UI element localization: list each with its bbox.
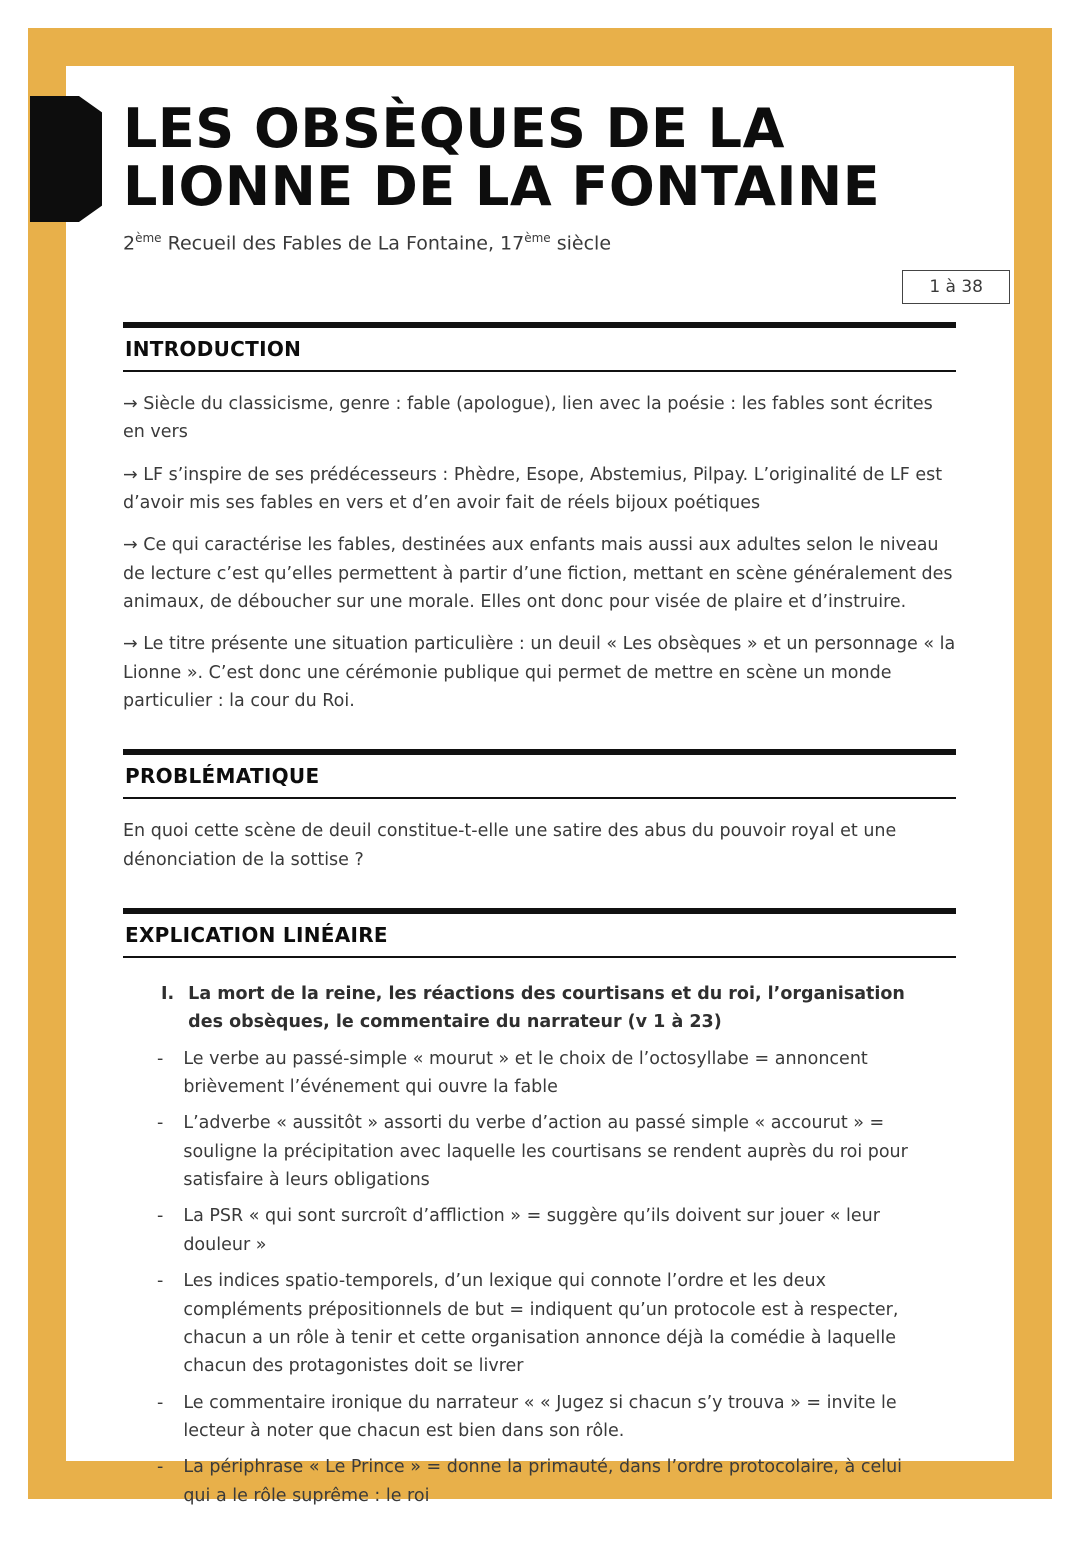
list-item — [157, 1389, 927, 1446]
explication-part-heading — [161, 980, 921, 1037]
page-title: LES OBSÈQUES DE LA LIONNE DE LA FONTAINE — [123, 97, 881, 219]
section-heading-introduction: INTRODUCTION — [123, 322, 956, 372]
document-content — [123, 97, 983, 1544]
section-heading-problematique: PROBLÉMATIQUE — [123, 749, 956, 799]
section-body-introduction — [123, 372, 956, 715]
list-item — [157, 1045, 927, 1102]
problematique-paragraph: En quoi cette scène de deuil constitue-t-elle une satire des abus du pouvoir royal et une dénonciation de la sottise ? — [123, 821, 897, 870]
list-item — [157, 1453, 927, 1510]
bookmark-tab-shape — [30, 96, 102, 222]
subtitle-text: 2 — [123, 231, 136, 254]
bullet-marker: - — [157, 1206, 164, 1227]
section-heading-explication: EXPLICATION LINÉAIRE — [123, 908, 956, 958]
part-heading-text: La mort de la reine, les réactions des courtisans et du roi, l’organisation des obsèques, le commentaire du narrateur (v 1 à 23) — [188, 984, 905, 1033]
bullet-text: L’adverbe « aussitôt » assorti du verbe d’action au passé simple « accourut » = souligne la précipitation avec laquelle les courtisans se rendent auprès du roi pour satisfaire à leurs obligations — [183, 1113, 908, 1191]
bullet-text: Le verbe au passé-simple « mourut » et le choix de l’octosyllabe = annoncent brièvement l’événement qui ouvre la fable — [183, 1048, 868, 1098]
bullet-marker: - — [157, 1113, 164, 1134]
section-problematique — [123, 749, 956, 874]
list-item — [157, 1202, 927, 1259]
section-explication-lineaire — [123, 908, 956, 1510]
list-item — [157, 1109, 927, 1194]
subtitle-text: Recueil des Fables de La Fontaine, 17 — [161, 231, 525, 254]
intro-paragraph: → Siècle du classicisme, genre : fable (apologue), lien avec la poésie : les fables sont écrites en vers — [123, 393, 933, 443]
intro-paragraph: → Ce qui caractérise les fables, destinées aux enfants mais aussi aux adultes selon le niveau de lecture c’est qu’elles permettent à partir d’une fiction, mettant en scène généralement des animaux, de déboucher sur une morale. Elles ont donc pour visée de plaire et d’instruire. — [123, 535, 953, 613]
subtitle-text: siècle — [550, 231, 612, 254]
intro-paragraph: → Le titre présente une situation particulière : un deuil « Les obsèques » et un personnage « la Lionne ». C’est donc une cérémonie publique qui permet de mettre en scène un monde particulier : la cour du Roi. — [123, 634, 956, 712]
bullet-text: Le commentaire ironique du narrateur « « Jugez si chacun s’y trouva » = invite le lecteur à noter que chacun est bien dans son rôle. — [183, 1392, 897, 1441]
page-subtitle — [123, 231, 956, 254]
intro-paragraph: → LF s’inspire de ses prédécesseurs : Phèdre, Esope, Abstemius, Pilpay. L’originalité de LF est d’avoir mis ses fables en vers et d’en avoir fait de réels bijoux poétiques — [123, 464, 943, 513]
bullet-marker: - — [157, 1457, 164, 1478]
bullet-text: La périphrase « Le Prince » = donne la primauté, dans l’ordre protocolaire, à celui qui a le rôle suprême : le roi — [183, 1457, 903, 1506]
section-introduction — [123, 322, 956, 715]
bullet-marker: - — [157, 1271, 164, 1292]
bullet-marker: - — [157, 1048, 164, 1069]
bullet-text: Les indices spatio-temporels, d’un lexique qui connote l’ordre et les deux compléments prépositionnels de but = indiquent qu’un protocole est à respecter, chacun a un rôle à tenir et cette organisation annonce déjà la comédie à laquelle chacun des protagonistes doit se livrer — [183, 1271, 899, 1377]
subtitle-superscript: ème — [524, 230, 551, 245]
verse-range-badge: 1 à 38 — [902, 270, 1010, 304]
bullet-text: La PSR « qui sont surcroît d’affliction » = suggère qu’ils doivent sur jouer « leur douleur » — [183, 1206, 880, 1255]
section-body-explication — [123, 958, 956, 1510]
part-roman-numeral: I. — [161, 984, 175, 1005]
section-body-problematique — [123, 799, 956, 874]
subtitle-superscript: ème — [135, 230, 162, 245]
list-item — [157, 1267, 927, 1380]
bullet-marker: - — [157, 1392, 164, 1413]
range-badge-row — [123, 270, 1010, 304]
